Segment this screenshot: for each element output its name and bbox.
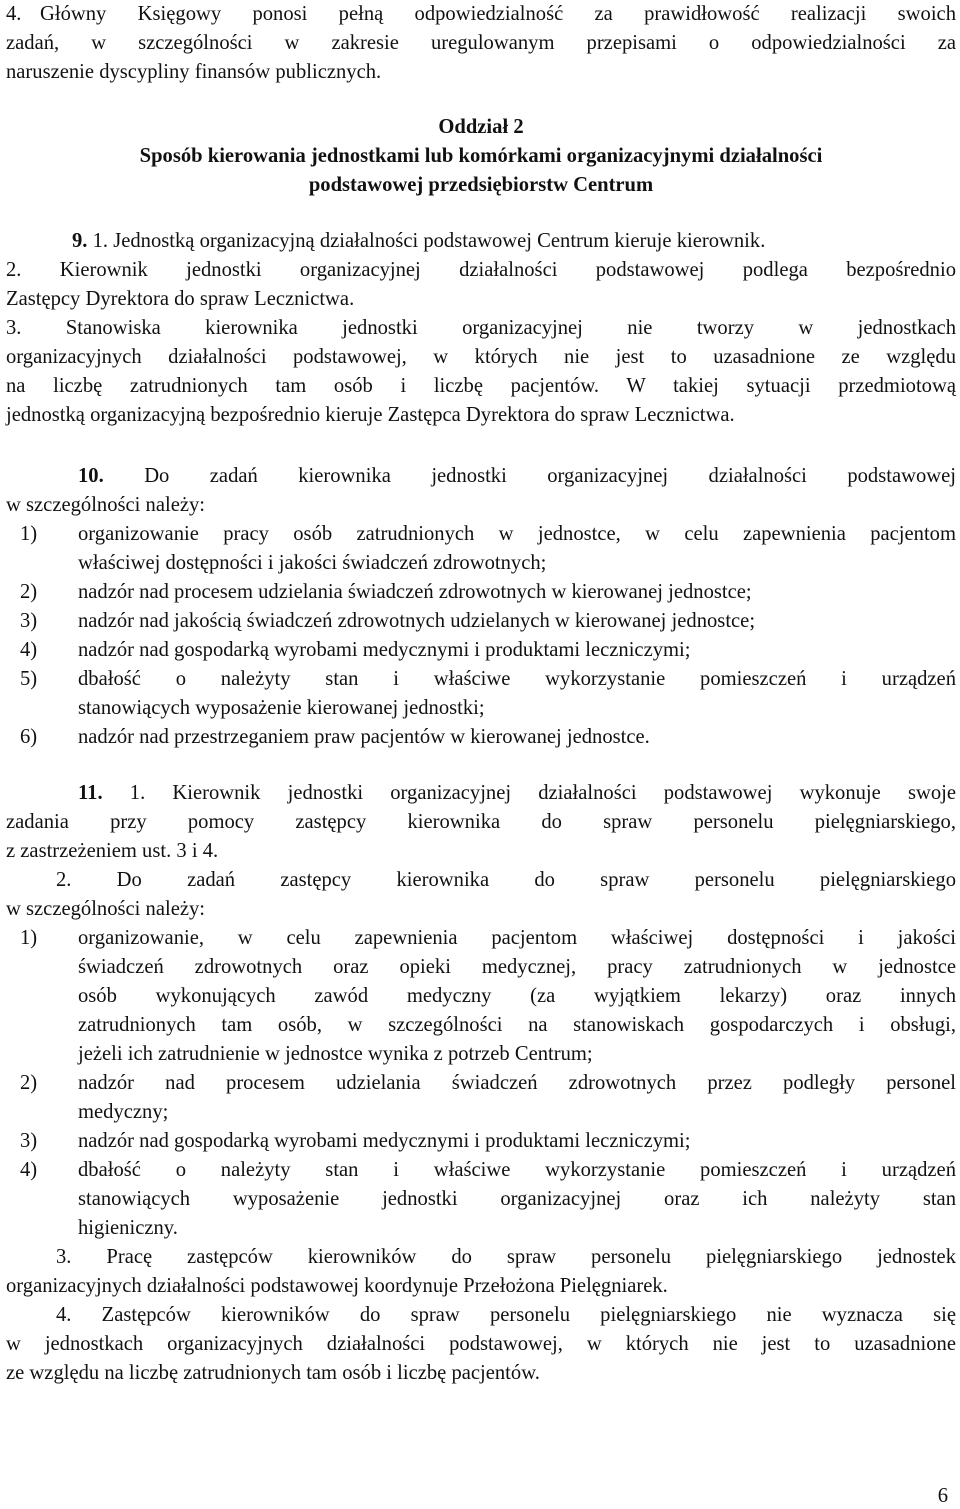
- list-item: [6, 636, 956, 665]
- list-item: [6, 607, 956, 636]
- list-item: [6, 1069, 956, 1127]
- list-item-text: medyczny;: [78, 1101, 169, 1123]
- list-item-text: zatrudnionych tam osób, w szczególności na stanowiskach gospodarczych i obsługi,: [78, 1014, 956, 1036]
- list-item-number: 2): [20, 581, 38, 603]
- section-11-p2: 2. Do zadań zastępcy kierownika do spraw personelu pielęgniarskiego: [56, 869, 956, 891]
- section-9-p2-cont: Zastępcy Dyrektora do spraw Lecznictwa.: [6, 288, 355, 310]
- list-item: [6, 520, 956, 578]
- section-11-p4: 4. Zastępców kierowników do spraw personelu pielęgniarskiego nie wyznacza się: [56, 1304, 956, 1326]
- paragraph-text: Do zadań kierownika jednostki organizacyjnej działalności podstawowej: [144, 465, 956, 487]
- list-item-number: 3): [20, 610, 38, 632]
- section-9-p2: 2. Kierownik jednostki organizacyjnej działalności podstawowej podlega bezpośrednio: [6, 259, 956, 281]
- list-item-text: higieniczny.: [78, 1217, 178, 1239]
- section-9-p3-cont: organizacyjnych działalności podstawowej, w których nie jest to uzasadnione ze względu: [6, 346, 956, 368]
- division-heading: [6, 113, 956, 200]
- section-11: [6, 779, 956, 1388]
- list-item: [6, 665, 956, 723]
- intro-item-line: naruszenie dyscypliny finansów publicznych.: [6, 61, 382, 83]
- list-item-text: nadzór nad gospodarką wyrobami medycznymi i produktami leczniczymi;: [78, 639, 691, 661]
- list-item-text: organizowanie, w celu zapewnienia pacjentom właściwej dostępności i jakości: [78, 927, 956, 949]
- section-9-p3-cont: na liczbę zatrudnionych tam osób i liczbę pacjentów. W takiej sytuacji przedmiotową: [6, 375, 956, 397]
- section-11-p4-cont: ze względu na liczbę zatrudnionych tam osób i liczbę pacjentów.: [6, 1362, 540, 1384]
- list-item-text: właściwej dostępności i jakości świadczeń zdrowotnych;: [78, 552, 547, 574]
- list-item-number: 1): [20, 523, 38, 545]
- list-item-text: organizowanie pracy osób zatrudnionych w jednostce, w celu zapewnienia pacjentom: [78, 523, 956, 545]
- section-10-list: [6, 520, 956, 752]
- section-11-p1: [6, 779, 956, 808]
- section-11-list: [6, 924, 956, 1243]
- intro-item-line: Główny Księgowy ponosi pełną odpowiedzialność za prawidłowość realizacji swoich: [40, 3, 956, 25]
- section-number: 9.: [72, 230, 88, 252]
- list-item-text: nadzór nad gospodarką wyrobami medycznymi i produktami leczniczymi;: [78, 1130, 691, 1152]
- list-item-text: dbałość o należyty stan i właściwe wykorzystanie pomieszczeń i urządzeń: [78, 668, 956, 690]
- section-9: [6, 227, 956, 430]
- section-9-p1: [6, 227, 956, 256]
- list-item-number: 6): [20, 726, 38, 748]
- list-item-number: 4): [20, 1159, 38, 1181]
- section-10-intro: [6, 462, 956, 491]
- section-11-p3: 3. Pracę zastępców kierowników do spraw personelu pielęgniarskiego jednostek: [56, 1246, 956, 1268]
- list-item-number: 3): [20, 1130, 38, 1152]
- list-item-text: nadzór nad przestrzeganiem praw pacjentów w kierowanej jednostce.: [78, 726, 650, 748]
- list-item: [6, 924, 956, 1069]
- list-item: [6, 723, 956, 752]
- page-number: 6: [937, 1485, 948, 1507]
- list-item-number: 1): [20, 927, 38, 949]
- list-item-text: stanowiących wyposażenie kierowanej jednostki;: [78, 697, 485, 719]
- section-number: 10.: [78, 465, 104, 487]
- section-9-p3: 3. Stanowiska kierownika jednostki organizacyjnej nie tworzy w jednostkach: [6, 317, 956, 339]
- section-11-p2-cont: w szczególności należy:: [6, 898, 205, 920]
- list-item-text: nadzór nad procesem udzielania świadczeń zdrowotnych w kierowanej jednostce;: [78, 581, 752, 603]
- section-11-p1-cont: zadania przy pomocy zastępcy kierownika do spraw personelu pielęgniarskiego,: [6, 811, 956, 833]
- list-item-text: osób wykonujących zawód medyczny (za wyjątkiem lekarzy) oraz innych: [78, 985, 956, 1007]
- division-subtitle: podstawowej przedsiębiorstw Centrum: [308, 174, 654, 196]
- list-item-text: dbałość o należyty stan i właściwe wykorzystanie pomieszczeń i urządzeń: [78, 1159, 956, 1181]
- section-number: 11.: [78, 782, 103, 804]
- section-11-p3-cont: organizacyjnych działalności podstawowej koordynuje Przełożona Pielęgniarek.: [6, 1275, 668, 1297]
- section-9-p3-cont: jednostką organizacyjną bezpośrednio kieruje Zastępca Dyrektora do spraw Lecznictwa.: [6, 404, 735, 426]
- list-item-number: 5): [20, 668, 38, 690]
- paragraph-text: 1. Jednostką organizacyjną działalności podstawowej Centrum kieruje kierownik.: [92, 230, 766, 252]
- list-item-text: stanowiących wyposażenie jednostki organizacyjnej oraz ich należyty stan: [78, 1188, 956, 1210]
- section-10-intro-cont: w szczególności należy:: [6, 494, 205, 516]
- division-subtitle: Sposób kierowania jednostkami lub komórkami organizacyjnymi działalności: [139, 145, 823, 167]
- list-item-number: 4): [20, 639, 38, 661]
- section-11-p1-cont: z zastrzeżeniem ust. 3 i 4.: [6, 840, 219, 862]
- list-item-text: nadzór nad jakością świadczeń zdrowotnych udzielanych w kierowanej jednostce;: [78, 610, 756, 632]
- list-item-text: świadczeń zdrowotnych oraz opieki medycznej, pracy zatrudnionych w jednostce: [78, 956, 956, 978]
- list-item: [6, 1127, 956, 1156]
- list-item-text: nadzór nad procesem udzielania świadczeń zdrowotnych przez podległy personel: [78, 1072, 956, 1094]
- intro-item-line: zadań, w szczególności w zakresie uregulowanym przepisami o odpowiedzialności za: [6, 32, 956, 54]
- list-item: [6, 578, 956, 607]
- section-10: [6, 462, 956, 752]
- list-item: [6, 1156, 956, 1243]
- list-item-text: jeżeli ich zatrudnienie w jednostce wynika z potrzeb Centrum;: [78, 1043, 593, 1065]
- list-item-number: 2): [20, 1072, 38, 1094]
- intro-item-number: 4.: [6, 3, 22, 25]
- division-title: Oddział 2: [438, 116, 524, 138]
- section-11-p4-cont: w jednostkach organizacyjnych działalności podstawowej, w których nie jest to uzasadnione: [6, 1333, 956, 1355]
- intro-item: [6, 0, 956, 87]
- paragraph-text: 1. Kierownik jednostki organizacyjnej działalności podstawowej wykonuje swoje: [129, 782, 956, 804]
